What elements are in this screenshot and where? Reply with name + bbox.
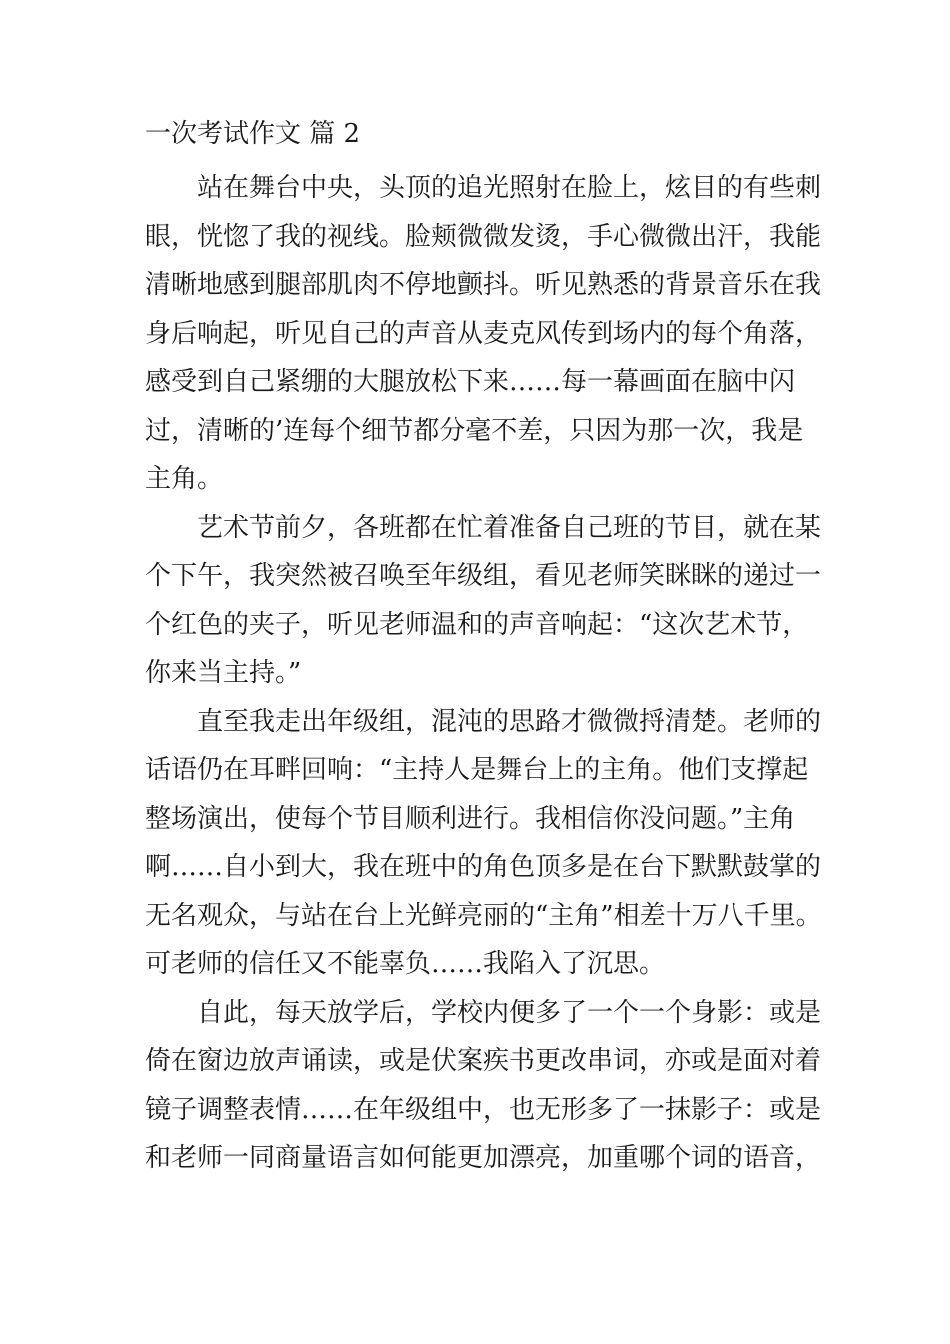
text-line: 话语仍在耳畔回响：“主持人是舞台上的主角。他们支撑起 — [145, 755, 809, 785]
text-line: 站在舞台中央，头顶的追光照射在脸上，炫目的有些刺 — [197, 173, 822, 203]
text-line: 眼，恍惚了我的视线。脸颊微微发烫，手心微微出汗，我能 — [145, 221, 822, 252]
text-line: 个下午，我突然被召唤至年级组，看见老师笑眯眯的递过一 — [145, 561, 822, 591]
text-line: 整场演出，使每个节目顺利进行。我相信你没问题。”主角 — [145, 803, 796, 834]
text-line: 自此，每天放学后，学校内便多了一个一个身影：或是 — [197, 997, 822, 1028]
text-line: 艺术节前夕，各班都在忙着准备自己班的节目，就在某 — [197, 512, 822, 543]
paragraph-4 — [145, 989, 835, 1183]
text-line: 啊……自小到大，我在班中的角色顶多是在台下默默鼓掌的 — [145, 852, 822, 882]
text-line: 你来当主持。” — [145, 658, 302, 688]
paragraph-3 — [145, 698, 835, 989]
text-line: 感受到自己紧绷的大腿放松下来……每一幕画面在脑中闪 — [145, 367, 796, 397]
document-title: 一次考试作文 篇 2 — [145, 119, 361, 149]
text-line: 无名观众，与站在台上光鲜亮丽的“主角”相差十万八千里。 — [145, 900, 822, 931]
text-line: 可老师的信任又不能辜负……我陷入了沉思。 — [145, 949, 666, 979]
text-line: 倚在窗边放声诵读，或是伏案疾书更改串词，亦或是面对着 — [145, 1046, 822, 1076]
document-body — [145, 164, 835, 1183]
text-line: 个红色的夹子，听见老师温和的声音响起：“这次艺术节， — [145, 609, 809, 640]
text-line: 身后响起，听见自己的声音从麦克风传到场内的每个角落， — [145, 318, 822, 349]
text-line: 直至我走出年级组，混沌的思路才微微捋清楚。老师的 — [197, 706, 822, 737]
paragraph-2 — [145, 504, 835, 698]
text-line: 镜子调整表情……在年级组中，也无形多了一抹影子：或是 — [145, 1094, 822, 1125]
text-line: 清晰地感到腿部肌肉不停地颤抖。听见熟悉的背景音乐在我 — [145, 270, 822, 300]
text-line: 和老师一同商量语言如何能更加漂亮，加重哪个词的语音， — [145, 1143, 822, 1173]
paragraph-1 — [145, 164, 835, 504]
text-line: 主角。 — [145, 464, 224, 494]
text-line: 过，清晰的’连每个细节都分毫不差，只因为那一次，我是 — [145, 415, 804, 446]
